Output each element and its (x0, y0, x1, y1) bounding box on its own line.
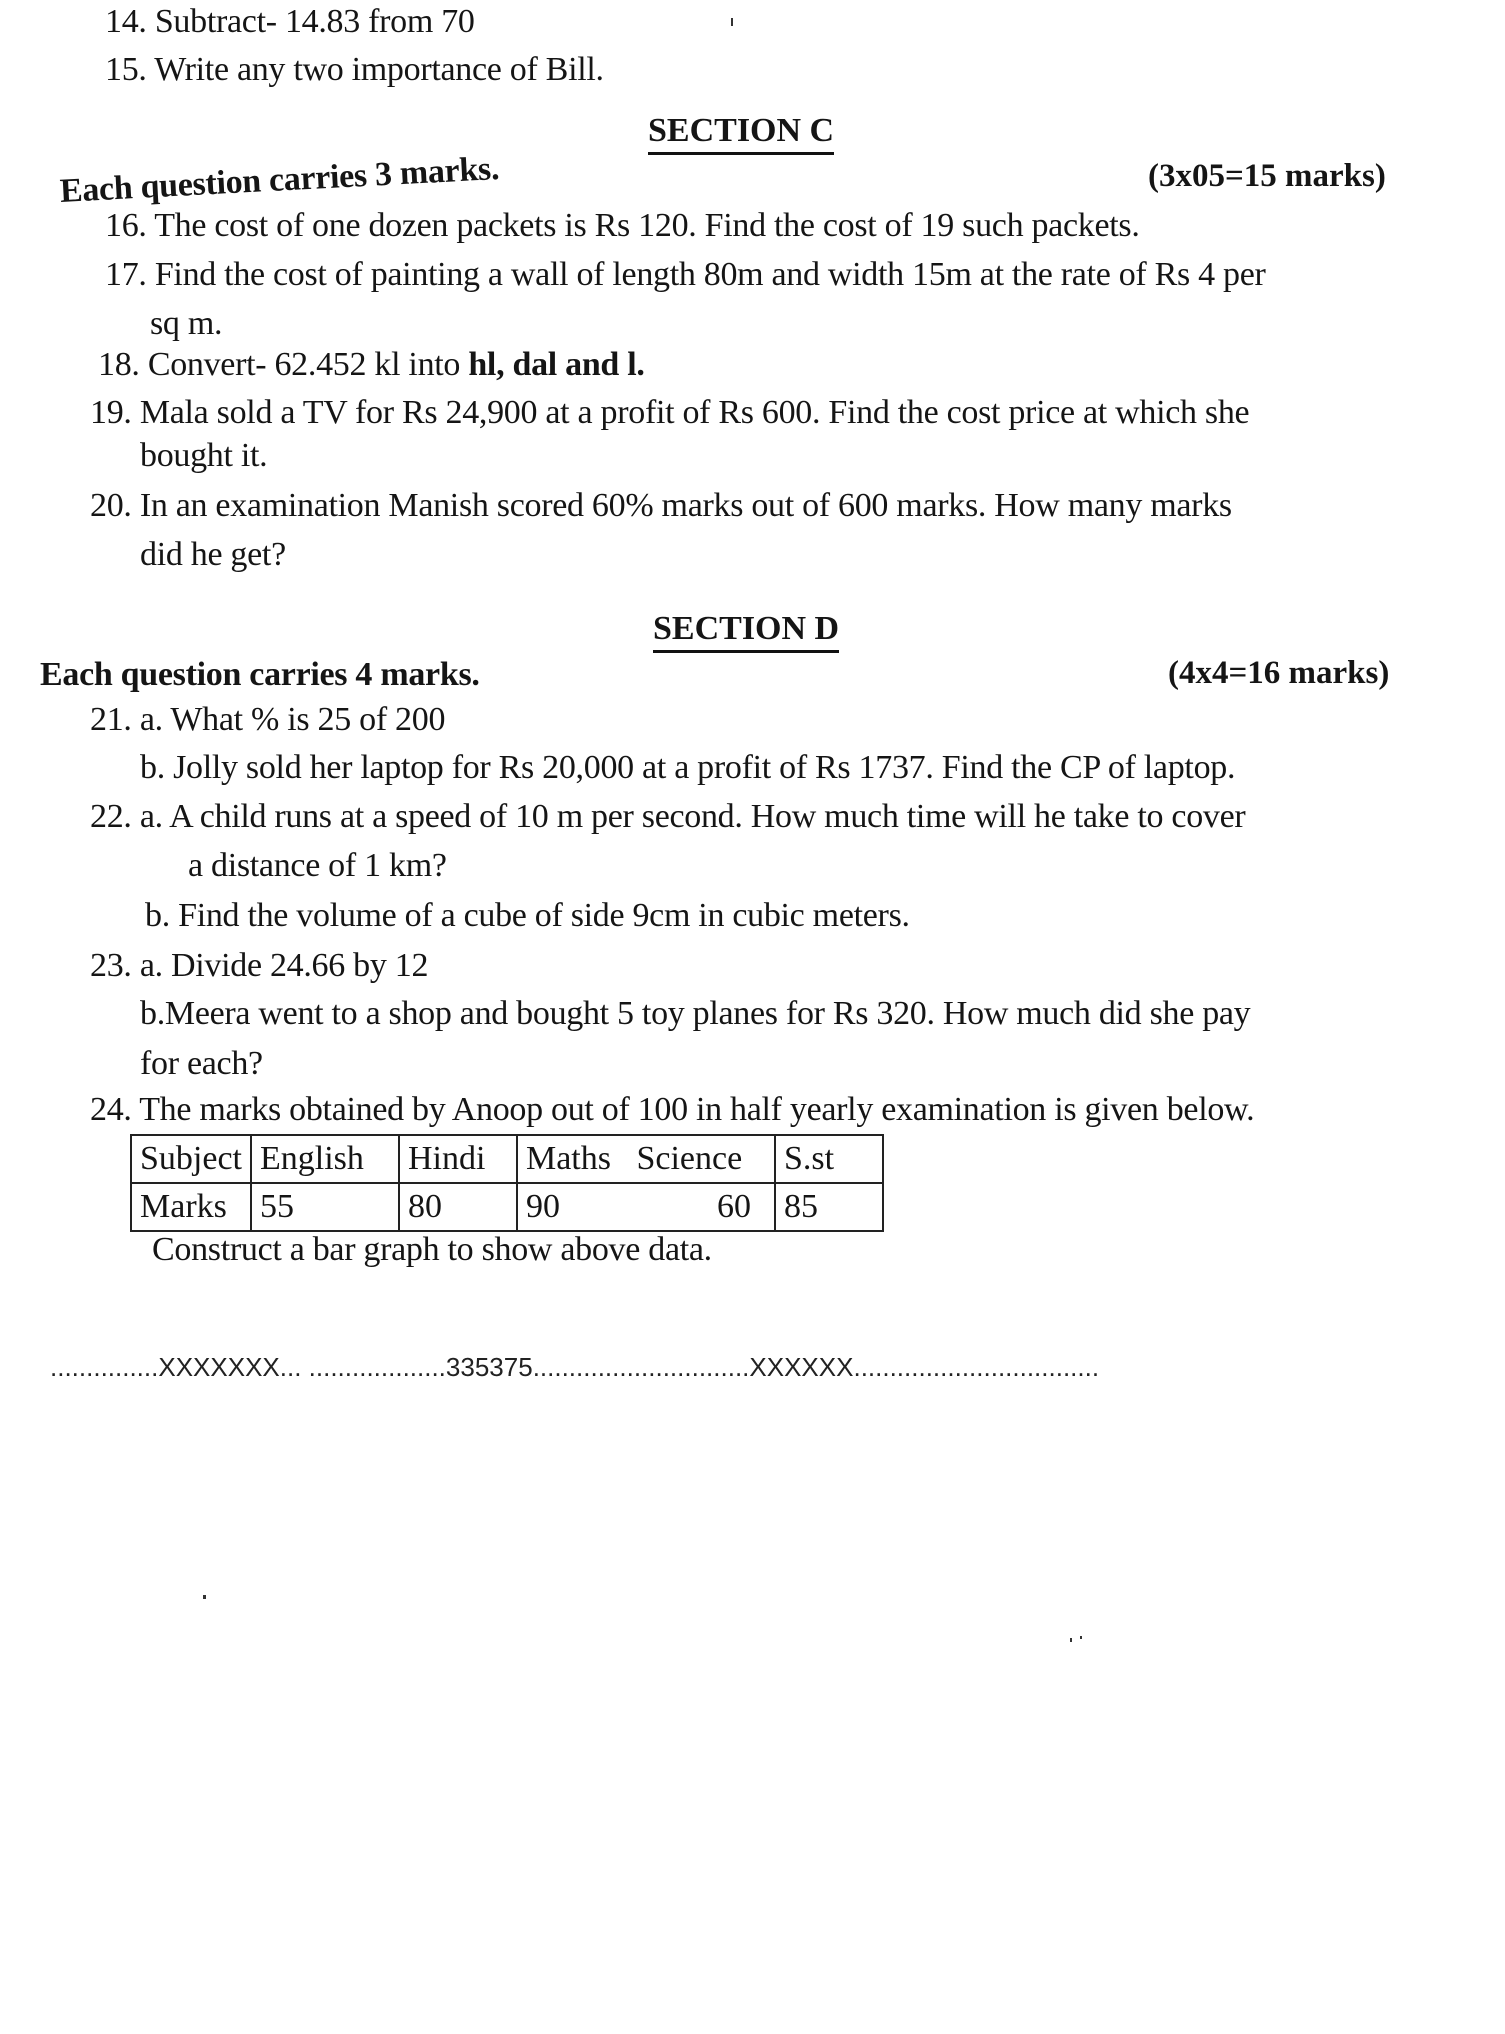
section-c-marks-summary: (3x05=15 marks) (1148, 158, 1386, 194)
question-text: The cost of one dozen packets is Rs 120. Find the cost of 19 such packets. (154, 207, 1140, 244)
question-number: 23. (90, 947, 132, 984)
question-number: 20. (90, 487, 132, 524)
question-text: In an examination Manish scored 60% marks out of 600 marks. How many marks (139, 487, 1232, 524)
marks-hindi: 80 (399, 1183, 517, 1231)
question-text: Subtract- 14.83 from 70 (154, 3, 475, 40)
question-part-a: a. Divide 24.66 by 12 (139, 947, 429, 984)
row-header-marks: Marks (131, 1183, 251, 1231)
question-text: Convert- 62.452 kl into (147, 346, 469, 383)
question-number: 17. (105, 256, 147, 293)
question-20 (90, 486, 1232, 526)
section-c-title: SECTION C (648, 112, 834, 155)
subject-science: Science (636, 1140, 743, 1177)
question-15 (105, 50, 604, 90)
question-text: Write any two importance of Bill. (154, 51, 604, 88)
question-part-a: a. What % is 25 of 200 (139, 701, 446, 738)
section-d-instruction: Each question carries 4 marks. (40, 656, 480, 693)
question-number: 15. (105, 51, 147, 88)
question-16 (105, 206, 1140, 246)
footer-right-code: XXXXXX (749, 1352, 854, 1382)
question-23-b-continuation: for each? (140, 1045, 263, 1082)
footer-dots: ... ................... (279, 1352, 446, 1382)
scan-speck (203, 1595, 206, 1599)
question-19 (90, 393, 1249, 433)
question-23-b: b.Meera went to a shop and bought 5 toy planes for Rs 320. How much did she pay (140, 995, 1251, 1032)
footer-dots: .................................. (853, 1352, 1100, 1382)
section-c-instruction: Each question carries 3 marks. (59, 150, 500, 210)
footer-left-code: XXXXXXX (158, 1352, 280, 1382)
subject-english: English (251, 1135, 399, 1183)
subject-maths: Maths (525, 1140, 611, 1177)
section-d-title: SECTION D (653, 610, 839, 653)
marks-table (130, 1134, 884, 1232)
question-14 (105, 2, 475, 42)
scan-speck (1070, 1638, 1072, 1642)
question-20-continuation: did he get? (140, 536, 286, 573)
question-22-a-continuation: a distance of 1 km? (188, 847, 447, 884)
question-text-bold: hl, dal and l. (468, 346, 645, 383)
question-text: Mala sold a TV for Rs 24,900 at a profit of Rs 600. Find the cost price at which she (139, 394, 1250, 431)
question-number: 14. (105, 3, 147, 40)
marks-sst: 85 (775, 1183, 883, 1231)
question-text: The marks obtained by Anoop out of 100 in half yearly examination is given below. (139, 1091, 1255, 1128)
table-row-subjects (131, 1135, 883, 1183)
scan-speck (1080, 1636, 1082, 1639)
row-header-subject: Subject (131, 1135, 251, 1183)
question-22-a (90, 797, 1245, 837)
question-number: 16. (105, 207, 147, 244)
question-number: 19. (90, 394, 132, 431)
marks-english: 55 (251, 1183, 399, 1231)
question-number: 24. (90, 1091, 132, 1128)
footer-code-line (50, 1352, 1450, 1383)
question-17 (105, 255, 1266, 295)
marks-maths: 90 (525, 1188, 560, 1225)
footer-dots: .............................. (532, 1352, 750, 1382)
question-part-a: a. A child runs at a speed of 10 m per second. How much time will he take to cover (139, 798, 1246, 835)
question-number: 21. (90, 701, 132, 738)
question-17-continuation: sq m. (150, 305, 223, 342)
question-24 (90, 1090, 1254, 1130)
subject-hindi: Hindi (399, 1135, 517, 1183)
subject-maths-science (517, 1135, 775, 1183)
marks-science: 60 (716, 1188, 751, 1225)
question-number: 22. (90, 798, 132, 835)
footer-center-code: 335375 (445, 1352, 533, 1382)
question-23-a (90, 946, 428, 986)
question-24-instruction: Construct a bar graph to show above data. (152, 1231, 712, 1268)
question-18 (98, 345, 645, 385)
question-text: Find the cost of painting a wall of length 80m and width 15m at the rate of Rs 4 per (154, 256, 1266, 293)
question-21-a (90, 700, 445, 740)
scan-speck (731, 18, 733, 26)
subject-sst: S.st (775, 1135, 883, 1183)
section-d-marks-summary: (4x4=16 marks) (1168, 655, 1390, 691)
question-number: 18. (98, 346, 140, 383)
table-row-marks (131, 1183, 883, 1231)
question-22-b: b. Find the volume of a cube of side 9cm in cubic meters. (145, 897, 910, 934)
question-21-b: b. Jolly sold her laptop for Rs 20,000 at a profit of Rs 1737. Find the CP of laptop. (140, 749, 1236, 786)
marks-maths-science (517, 1183, 775, 1231)
footer-dots: ............... (50, 1352, 159, 1382)
question-19-continuation: bought it. (140, 437, 268, 474)
